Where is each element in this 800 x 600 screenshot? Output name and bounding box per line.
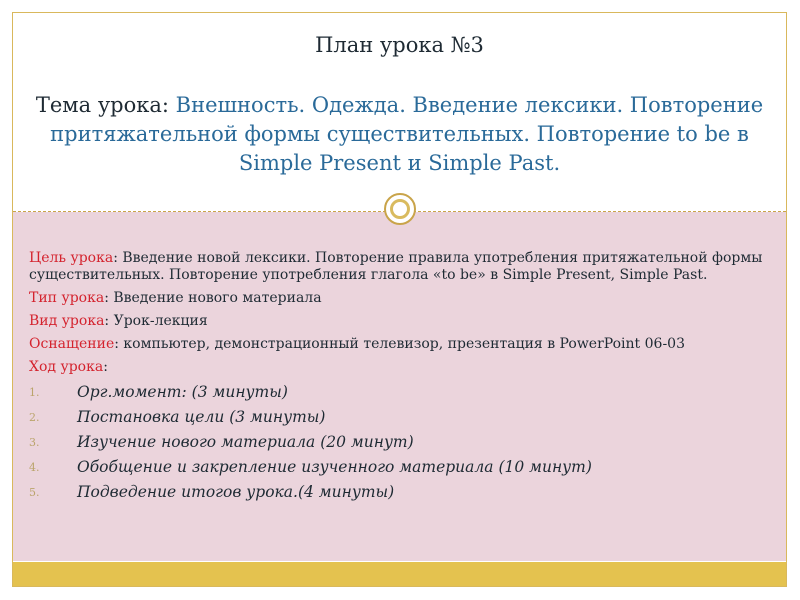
step-number: 2. <box>29 411 40 424</box>
slide-header <box>13 13 786 211</box>
step-text: Обобщение и закрепление изученного материала (10 минут) <box>77 458 592 476</box>
course-value: : <box>103 359 108 375</box>
step-number: 1. <box>29 386 40 399</box>
inner-ring <box>390 199 410 219</box>
circle-ornament-icon <box>384 193 416 225</box>
step-text: Постановка цели (3 минуты) <box>77 408 326 426</box>
kind-paragraph <box>29 313 766 330</box>
footer-bar <box>13 562 786 586</box>
type-paragraph <box>29 290 766 307</box>
topic-value: Внешность. Одежда. Введение лексики. Повторение притяжательной формы существительных. Повторение to be в Simple Present и Simple Past. <box>50 93 764 175</box>
lesson-topic <box>33 91 766 178</box>
lesson-details <box>29 250 766 507</box>
topic-label: Тема урока: <box>35 93 176 117</box>
step-number: 4. <box>29 461 40 474</box>
list-item <box>29 457 766 477</box>
type-value: : Введение нового материала <box>104 290 322 306</box>
kind-label: Вид урока <box>29 313 105 329</box>
equipment-label: Оснащение <box>29 336 115 352</box>
lesson-steps <box>29 382 766 502</box>
step-text: Подведение итогов урока.(4 минуты) <box>77 483 395 501</box>
type-label: Тип урока <box>29 290 105 306</box>
list-item <box>29 382 766 402</box>
page-title: План урока №3 <box>315 33 484 57</box>
list-item <box>29 482 766 502</box>
goal-paragraph <box>29 250 766 284</box>
course-paragraph <box>29 359 766 376</box>
step-number: 3. <box>29 436 40 449</box>
goal-label: Цель урока <box>29 250 114 266</box>
equipment-value: : компьютер, демонстрационный телевизор, презентация в PowerPoint 06-03 <box>114 336 685 352</box>
kind-value: : Урок-лекция <box>104 313 208 329</box>
slide <box>12 12 787 587</box>
equipment-paragraph <box>29 336 766 353</box>
step-text: Изучение нового материала (20 минут) <box>77 433 414 451</box>
course-label: Ход урока <box>29 359 104 375</box>
list-item <box>29 432 766 452</box>
list-item <box>29 407 766 427</box>
step-number: 5. <box>29 486 40 499</box>
step-text: Орг.момент: (3 минуты) <box>77 383 288 401</box>
goal-value: : Введение новой лексики. Повторение правила употребления притяжательной формы существительных. Повторение употребления глагола «to be» в Simple Present, Simple Past. <box>29 250 763 283</box>
content-panel <box>13 212 786 561</box>
